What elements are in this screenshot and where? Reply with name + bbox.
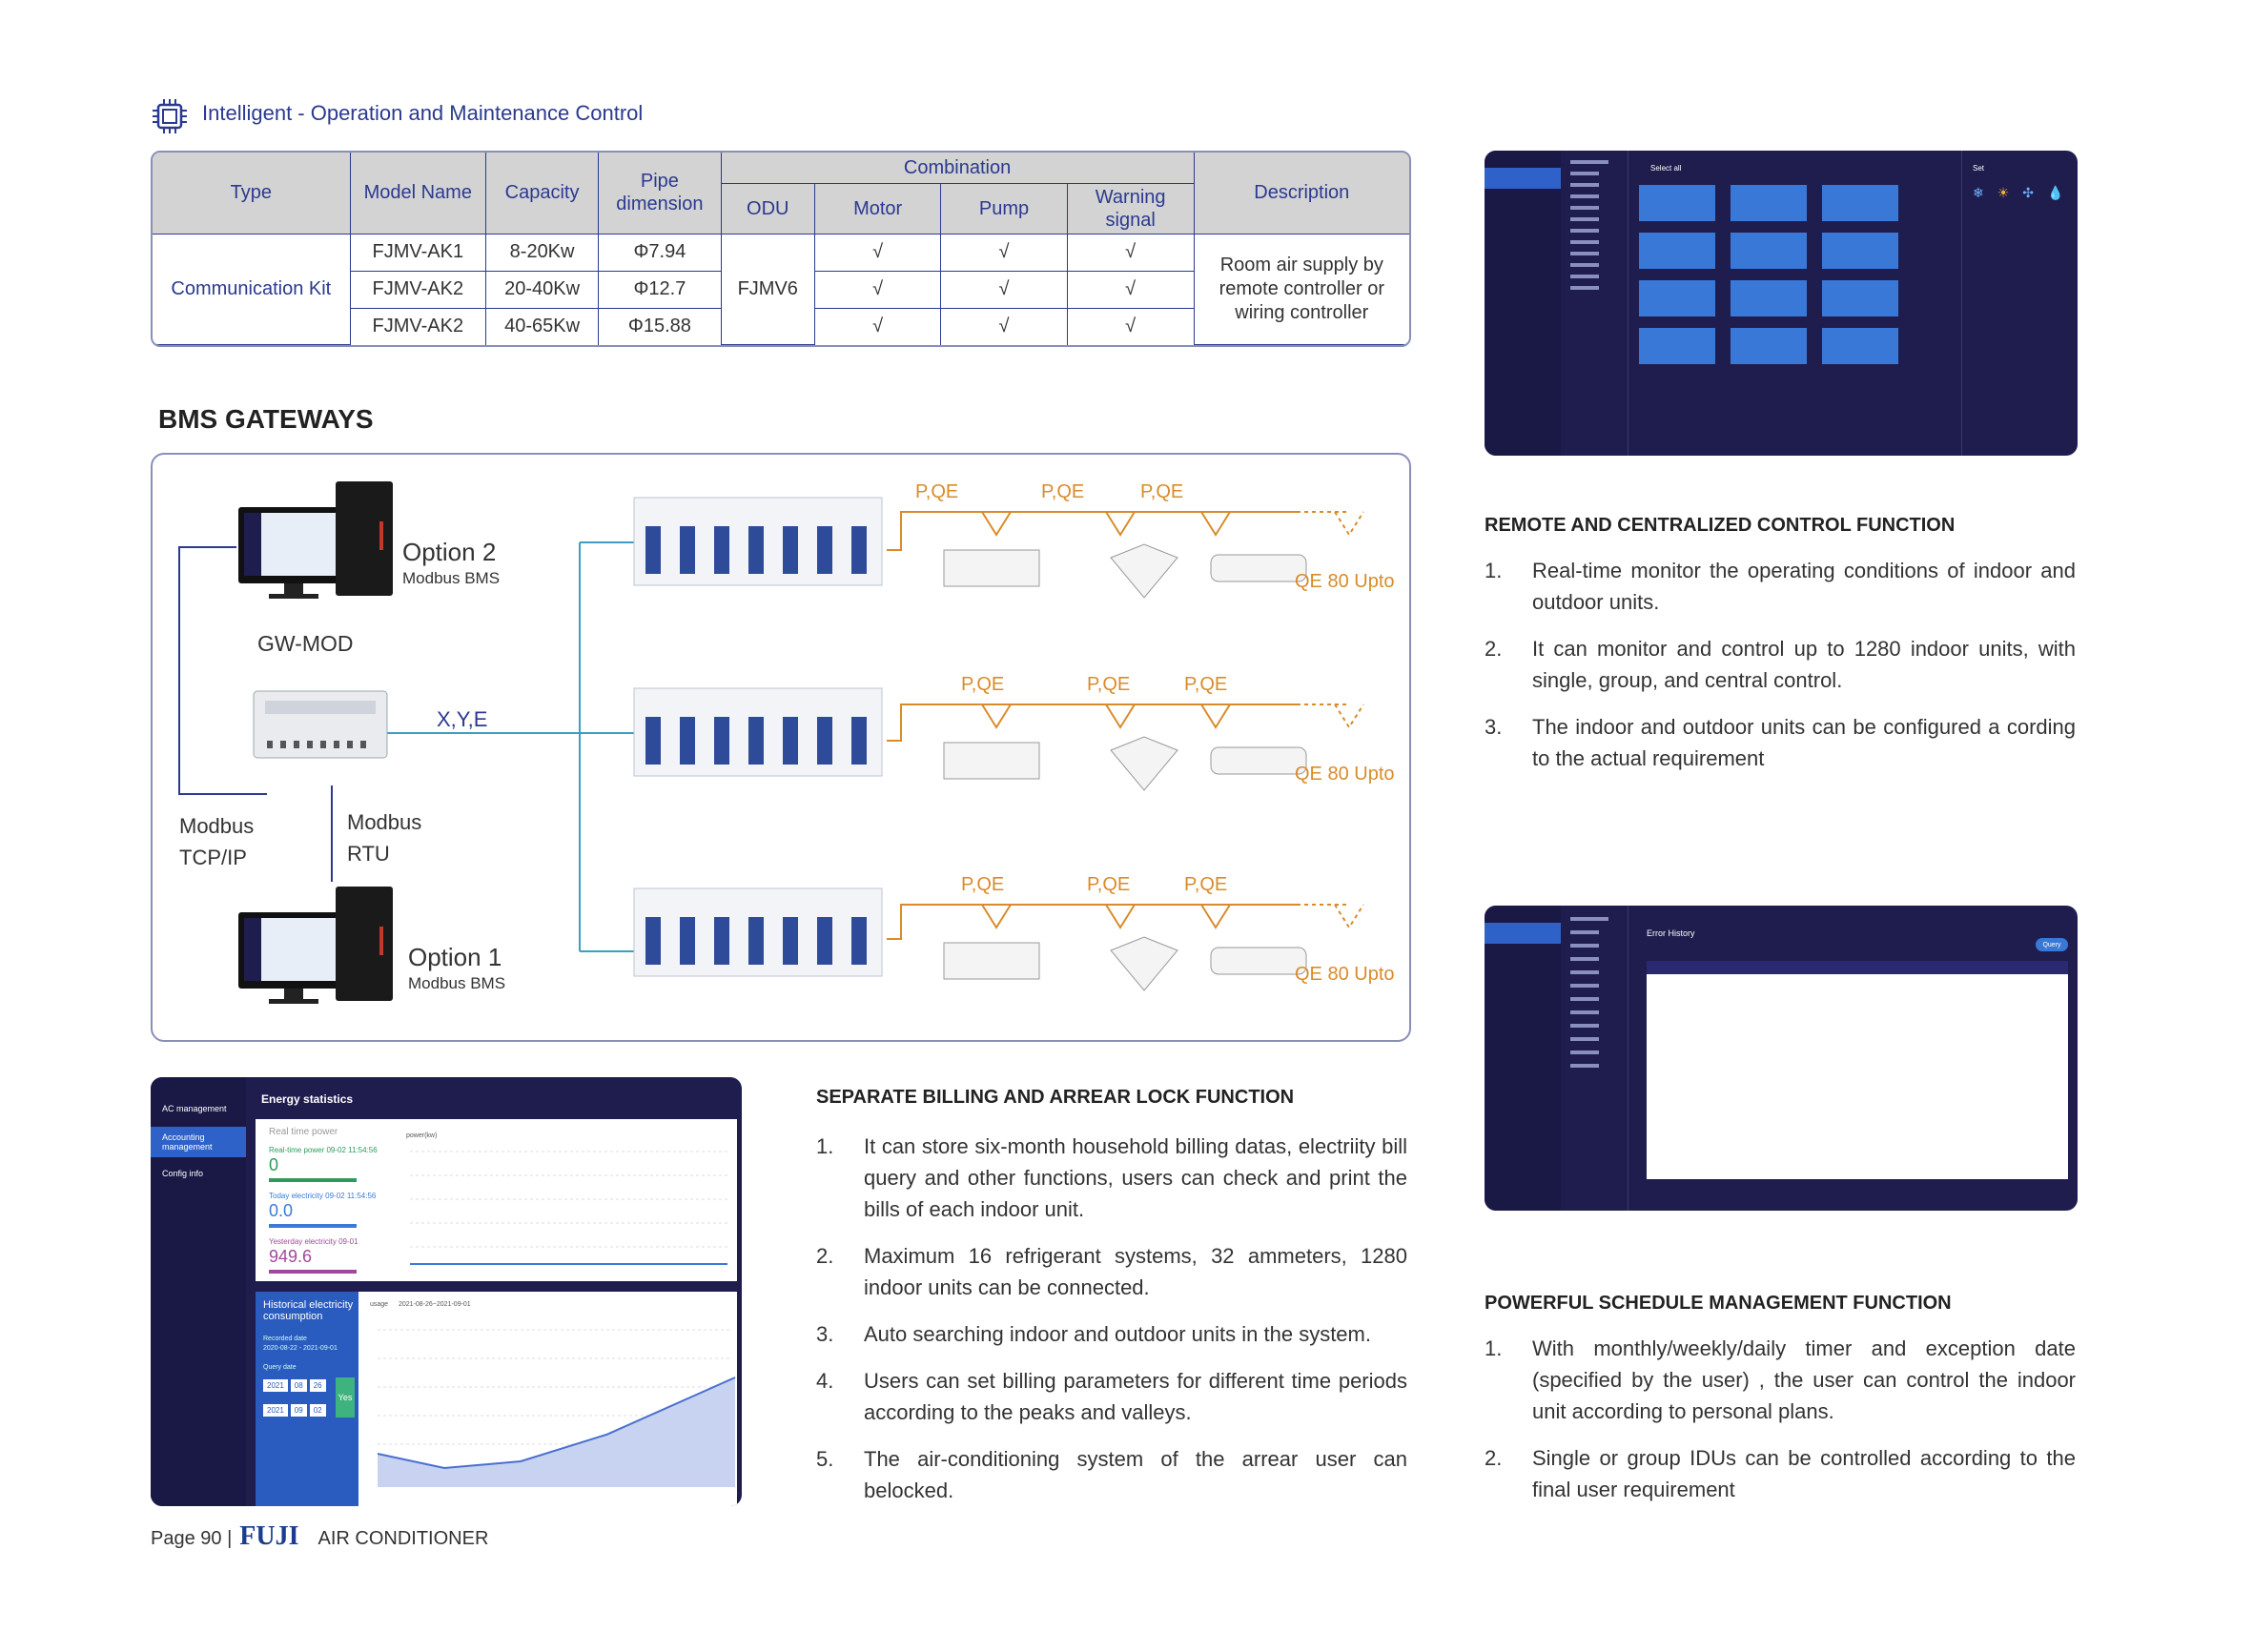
unit-card[interactable] <box>1639 328 1715 364</box>
list-item: 1. It can store six-month household billing datas, electriity bill query and other functions, users can check and print the bills of each indoor unit. <box>816 1134 1407 1221</box>
usage-range: 2021-08-26~2021-09-01 <box>399 1301 471 1308</box>
pqe-label: P,QE <box>961 674 1005 695</box>
billing-item-text: The air-conditioning system of the arrear user can belocked. <box>864 1447 1407 1502</box>
billing-item-text: Users can set billing parameters for different time periods according to the peaks and valleys. <box>864 1369 1407 1424</box>
date1-day[interactable]: 26 <box>310 1379 326 1392</box>
unit-card[interactable] <box>1822 328 1898 364</box>
error-sidebar <box>1485 906 1561 1211</box>
schedule-item-text: With monthly/weekly/daily timer and exception date (specified by the user) , the user can control the indoor unit according to personal plans. <box>1532 1336 2076 1423</box>
cell-check: √ <box>1067 234 1194 271</box>
nav-config[interactable]: Config info <box>162 1169 204 1178</box>
list-item: 1. With monthly/weekly/daily timer and exception date (specified by the user) , the user can control the indoor unit according to personal plans. <box>1485 1336 2076 1423</box>
realtime-card <box>256 1119 737 1281</box>
usage-chart <box>358 1311 737 1501</box>
modbus-tcp-line1: Modbus <box>179 814 255 838</box>
list-item: 3. The indoor and outdoor units can be configured a cording to the actual requirement <box>1485 715 2076 770</box>
cell-model: FJMV-AK2 <box>350 271 485 308</box>
outdoor-units <box>634 498 882 976</box>
billing-list <box>816 1131 1407 1521</box>
pqe-label: P,QE <box>1041 481 1085 502</box>
cell-capacity: 40-65Kw <box>485 308 598 345</box>
date1-year[interactable]: 2021 <box>263 1379 288 1392</box>
chip-icon <box>151 97 189 135</box>
nav-ac-active[interactable] <box>1485 168 1561 189</box>
cell-check: √ <box>941 308 1067 345</box>
th-capacity: Capacity <box>485 153 598 234</box>
footer-product: AIR CONDITIONER <box>317 1528 489 1549</box>
schedule-item-text: Single or group IDUs can be controlled according to the final user requirement <box>1532 1446 2076 1501</box>
list-item: 2. It can monitor and control up to 1280 indoor units, with single, group, and central control. <box>1485 637 2076 692</box>
unit-card[interactable] <box>1731 233 1807 269</box>
nav-ac-active[interactable] <box>1485 923 1561 944</box>
pqe-label: P,QE <box>961 874 1005 895</box>
diagram-lines <box>153 455 1409 1040</box>
recorded-label: Recorded date <box>263 1336 307 1342</box>
cell-check: √ <box>941 271 1067 308</box>
yesterday-label: Yesterday electricity 09-01 <box>269 1237 358 1246</box>
cell-type: Communication Kit <box>153 234 350 345</box>
today-label: Today electricity 09-02 11:54:56 <box>269 1192 377 1200</box>
history-chart-card <box>358 1292 737 1506</box>
modbus-tcp-line2: TCP/IP <box>179 846 247 869</box>
gateway-label: GW-MOD <box>257 631 354 656</box>
pqe-label: P,QE <box>1140 481 1184 502</box>
date2-input[interactable] <box>263 1404 326 1417</box>
th-description: Description <box>1194 153 1409 234</box>
cell-pipe: Φ12.7 <box>599 271 721 308</box>
th-pipe: Pipe dimension <box>599 153 721 234</box>
energy-title: Energy statistics <box>261 1092 354 1106</box>
unit-card[interactable] <box>1822 233 1898 269</box>
list-item: 4. Users can set billing parameters for different time periods according to the peaks and valleys. <box>816 1369 1407 1424</box>
page-number: Page 90 | <box>151 1528 233 1549</box>
error-table-header <box>1647 961 2068 974</box>
error-table-body <box>1647 974 2068 1179</box>
remote-item-text: It can monitor and control up to 1280 indoor units, with single, group, and central control. <box>1532 637 2076 692</box>
unit-card[interactable] <box>1639 185 1715 221</box>
qe-upto-label: QE 80 Upto <box>1295 764 1395 785</box>
unit-card[interactable] <box>1822 280 1898 316</box>
schedule-list <box>1485 1333 2076 1520</box>
query-label: Query date <box>263 1364 297 1371</box>
billing-item-text: Maximum 16 refrigerant systems, 32 ammeters, 1280 indoor units can be connected. <box>864 1244 1407 1299</box>
cell-pipe: Φ7.94 <box>599 234 721 271</box>
unit-card[interactable] <box>1639 280 1715 316</box>
query-button[interactable]: Query <box>2036 938 2068 951</box>
pqe-label: P,QE <box>1184 874 1228 895</box>
cell-check: √ <box>814 308 940 345</box>
gateway-device-icon <box>254 691 387 758</box>
energy-statistics-screenshot <box>151 1077 742 1506</box>
control-tree <box>1561 151 1628 456</box>
modbus-rtu-line2: RTU <box>347 842 390 866</box>
realtime-heading: Real time power <box>269 1127 338 1137</box>
date1-month[interactable]: 08 <box>291 1379 307 1392</box>
modbus-tcp-label <box>179 810 254 873</box>
snowflake-icon[interactable]: ❄ <box>1973 185 1984 200</box>
modbus-rtu-label <box>347 806 421 869</box>
remote-item-text: The indoor and outdoor units can be configured a cording to the actual requirement <box>1532 715 2076 770</box>
cell-odu: FJMV6 <box>721 234 814 345</box>
cell-check: √ <box>941 234 1067 271</box>
error-tree <box>1561 906 1628 1211</box>
cell-capacity: 20-40Kw <box>485 271 598 308</box>
error-history-screenshot <box>1485 906 2078 1211</box>
cell-pipe: Φ15.88 <box>599 308 721 345</box>
unit-card[interactable] <box>1731 185 1807 221</box>
history-filter-card <box>256 1292 358 1506</box>
option2-title: Option 2 <box>402 538 497 566</box>
cell-check: √ <box>814 271 940 308</box>
cell-description: Room air supply by remote controller or wiring controller <box>1194 234 1409 345</box>
option1-title: Option 1 <box>408 943 502 971</box>
nav-ac[interactable]: AC management <box>162 1104 227 1113</box>
th-combination: Combination <box>721 153 1194 183</box>
computer-icon <box>238 887 393 1004</box>
billing-title: SEPARATE BILLING AND ARREAR LOCK FUNCTION <box>816 1087 1295 1108</box>
option1-sub: Modbus BMS <box>408 974 506 992</box>
remote-title: REMOTE AND CENTRALIZED CONTROL FUNCTION <box>1485 515 1956 536</box>
modbus-rtu-line1: Modbus <box>347 810 422 834</box>
control-screenshot <box>1485 151 2078 456</box>
page-header: Intelligent - Operation and Maintenance Control <box>202 101 644 125</box>
rt-value: 0 <box>269 1155 279 1174</box>
fuji-logo: FUJI <box>239 1521 299 1551</box>
pqe-label: P,QE <box>1087 674 1131 695</box>
qe-upto-label: QE 80 Upto <box>1295 964 1395 985</box>
th-type: Type <box>153 153 350 234</box>
unit-card[interactable] <box>1731 328 1807 364</box>
spec-table <box>151 151 1411 347</box>
energy-sidebar <box>151 1077 246 1506</box>
th-model: Model Name <box>350 153 485 234</box>
yesterday-value: 949.6 <box>269 1247 313 1266</box>
today-value: 0.0 <box>269 1201 294 1220</box>
date2-month[interactable]: 09 <box>291 1404 307 1417</box>
list-item: 2. Maximum 16 refrigerant systems, 32 ammeters, 1280 indoor units can be connected. <box>816 1244 1407 1299</box>
qe-upto-label: QE 80 Upto <box>1295 571 1395 592</box>
bms-diagram <box>151 453 1411 1042</box>
yesterday-bar <box>269 1270 357 1274</box>
cell-check: √ <box>1067 308 1194 345</box>
remote-list <box>1485 555 2076 789</box>
usage-label: usage <box>370 1301 389 1308</box>
list-item: 3. Auto searching indoor and outdoor units in the system. <box>816 1322 1371 1346</box>
th-warning: Warning signal <box>1067 183 1194 234</box>
list-item: 5. The air-conditioning system of the arrear user can belocked. <box>816 1447 1407 1502</box>
drop-icon[interactable]: 💧 <box>2047 185 2064 200</box>
computer-icon <box>238 481 393 599</box>
schedule-title: POWERFUL SCHEDULE MANAGEMENT FUNCTION <box>1485 1293 1952 1314</box>
error-history-title: Error History <box>1647 928 1695 938</box>
power-axis-label: power(kw) <box>406 1132 438 1139</box>
power-chart <box>399 1142 732 1275</box>
pqe-label: P,QE <box>1087 874 1131 895</box>
unit-card[interactable] <box>1822 185 1898 221</box>
fan-icon[interactable]: ✣ <box>2022 185 2035 200</box>
cell-check: √ <box>1067 271 1194 308</box>
rt-label: Real-time power 09-02 11:54:56 <box>269 1146 378 1154</box>
control-sidebar <box>1485 151 1561 456</box>
cell-capacity: 8-20Kw <box>485 234 598 271</box>
rt-bar <box>269 1178 357 1182</box>
billing-item-text: It can store six-month household billing datas, electriity bill query and other functions, users can check and print the bills of each indoor unit. <box>864 1134 1407 1221</box>
date2-year[interactable]: 2021 <box>263 1404 288 1417</box>
yes-button[interactable]: Yes <box>336 1377 355 1417</box>
set-label: Set <box>1973 164 1985 173</box>
cell-check: √ <box>814 234 940 271</box>
xye-label: X,Y,E <box>437 707 488 731</box>
unit-card[interactable] <box>1639 233 1715 269</box>
cell-model: FJMV-AK1 <box>350 234 485 271</box>
recorded-range: 2020-08-22 - 2021-09-01 <box>263 1345 338 1352</box>
th-motor: Motor <box>814 183 940 234</box>
unit-card[interactable] <box>1731 280 1807 316</box>
bms-title: BMS GATEWAYS <box>158 404 374 434</box>
option2-sub: Modbus BMS <box>402 569 501 587</box>
sun-icon[interactable]: ☀ <box>1997 185 2010 200</box>
history-title: Historical electricity consumption <box>263 1299 354 1322</box>
date2-day[interactable]: 02 <box>310 1404 326 1417</box>
th-odu: ODU <box>721 183 814 234</box>
pqe-label: P,QE <box>1184 674 1228 695</box>
select-all[interactable]: Select all <box>1650 164 1682 173</box>
footer <box>151 1521 488 1552</box>
cell-model: FJMV-AK2 <box>350 308 485 345</box>
pqe-label: P,QE <box>915 481 959 502</box>
remote-item-text: Real-time monitor the operating conditions of indoor and outdoor units. <box>1532 559 2076 614</box>
mode-icons <box>1973 185 2063 201</box>
today-bar <box>269 1224 357 1228</box>
th-pump: Pump <box>941 183 1067 234</box>
billing-item-text: Auto searching indoor and outdoor units in the system. <box>864 1322 1371 1346</box>
nav-accounting[interactable]: Accounting management <box>151 1127 246 1157</box>
list-item: 2. Single or group IDUs can be controlled according to the final user requirement <box>1485 1446 2076 1501</box>
date1-input[interactable] <box>263 1379 326 1392</box>
unit-grid <box>1639 185 1898 364</box>
list-item: 1. Real-time monitor the operating conditions of indoor and outdoor units. <box>1485 559 2076 614</box>
